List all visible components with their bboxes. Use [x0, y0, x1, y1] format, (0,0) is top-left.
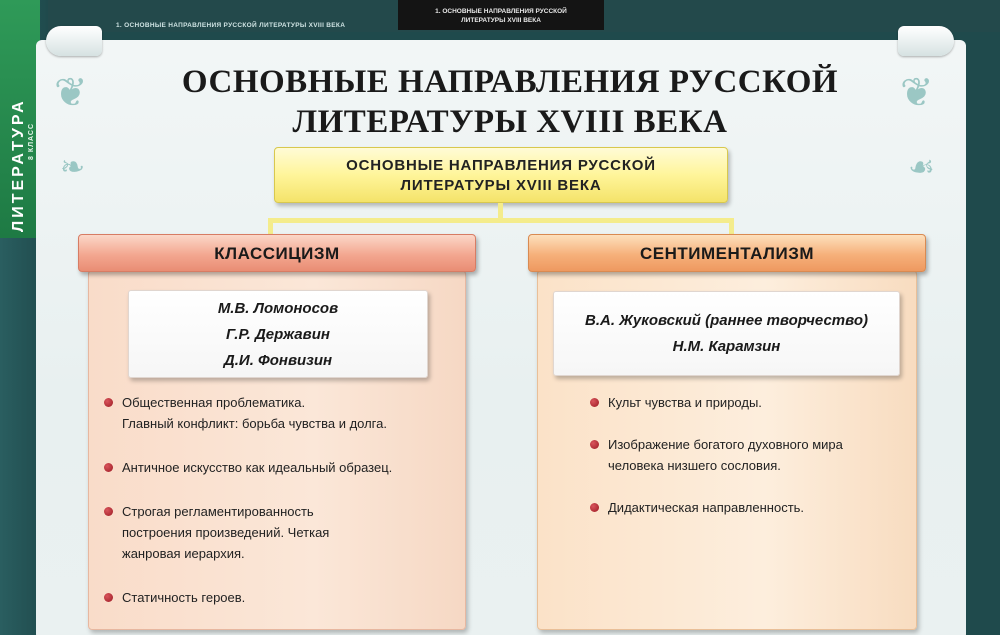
author-name: Н.М. Карамзин — [672, 338, 781, 355]
list-item-line: Античное искусство как идеальный образец. — [122, 460, 393, 475]
ornament-top-right-icon: ❦ — [900, 70, 934, 116]
list-item — [590, 497, 900, 518]
list-item — [104, 501, 454, 564]
page-title-line1: ОСНОВНЫЕ НАПРАВЛЕНИЯ РУССКОЙ — [181, 64, 839, 100]
classicism-authors-box — [128, 290, 428, 378]
grade-label: 8 КЛАСС — [28, 122, 35, 160]
subject-label: ЛИТЕРАТУРА — [10, 98, 27, 232]
list-item-line: Статичность героев. — [122, 590, 246, 605]
author-name: М.В. Ломоносов — [217, 300, 339, 317]
ornament-right-icon: ☙ — [908, 150, 935, 185]
ornament-top-left-icon: ❦ — [54, 70, 88, 116]
list-item-line: Главный конфликт: борьба чувства и долга. — [122, 416, 387, 431]
sentimentalism-features-list — [590, 392, 900, 518]
classicism-heading: КЛАССИЦИЗМ — [78, 234, 476, 272]
root-topic-line2: ЛИТЕРАТУРЫ XVIII ВЕКА — [400, 177, 602, 194]
classicism-features-list — [104, 392, 454, 608]
list-item — [104, 392, 454, 434]
author-name: В.А. Жуковский (раннее творчество) — [585, 312, 868, 329]
header-breadcrumb: 1. ОСНОВНЫЕ НАПРАВЛЕНИЯ РУССКОЙ ЛИТЕРАТУРЫ XVIII ВЕКА — [116, 22, 346, 29]
list-item — [104, 587, 454, 608]
list-item-line: жанровая иерархия. — [122, 546, 245, 561]
list-item-line: человека низшего сословия. — [608, 458, 781, 473]
list-item — [104, 457, 454, 478]
sentimentalism-heading: СЕНТИМЕНТАЛИЗМ — [528, 234, 926, 272]
header-box-line2: ЛИТЕРАТУРЫ XVIII ВЕКА — [461, 17, 541, 24]
connector-horizontal — [268, 218, 734, 223]
list-item-line: Строгая регламентированность — [122, 504, 314, 519]
sentimentalism-authors-box — [553, 291, 900, 376]
page-title-line2: ЛИТЕРАТУРЫ XVIII ВЕКА — [292, 104, 728, 140]
list-item-line: Изображение богатого духовного мира — [608, 437, 843, 452]
scroll-roll-right — [898, 26, 954, 56]
scroll-roll-left — [46, 26, 102, 56]
list-item-line: Общественная проблематика. — [122, 395, 306, 410]
list-item — [590, 434, 900, 476]
header-box-line1: 1. ОСНОВНЫЕ НАПРАВЛЕНИЯ РУССКОЙ — [435, 8, 567, 15]
author-name: Г.Р. Державин — [226, 326, 330, 343]
list-item — [590, 392, 900, 413]
page-title — [110, 62, 910, 142]
list-item-line: Дидактическая направленность. — [608, 500, 805, 515]
list-item-line: построения произведений. Четкая — [122, 525, 330, 540]
author-name: Д.И. Фонвизин — [223, 352, 333, 369]
header-title-box — [398, 0, 604, 30]
root-topic-box — [274, 147, 728, 203]
list-item-line: Культ чувства и природы. — [608, 395, 762, 410]
ornament-left-icon: ❧ — [60, 150, 86, 185]
root-topic-line1: ОСНОВНЫЕ НАПРАВЛЕНИЯ РУССКОЙ — [346, 157, 656, 174]
